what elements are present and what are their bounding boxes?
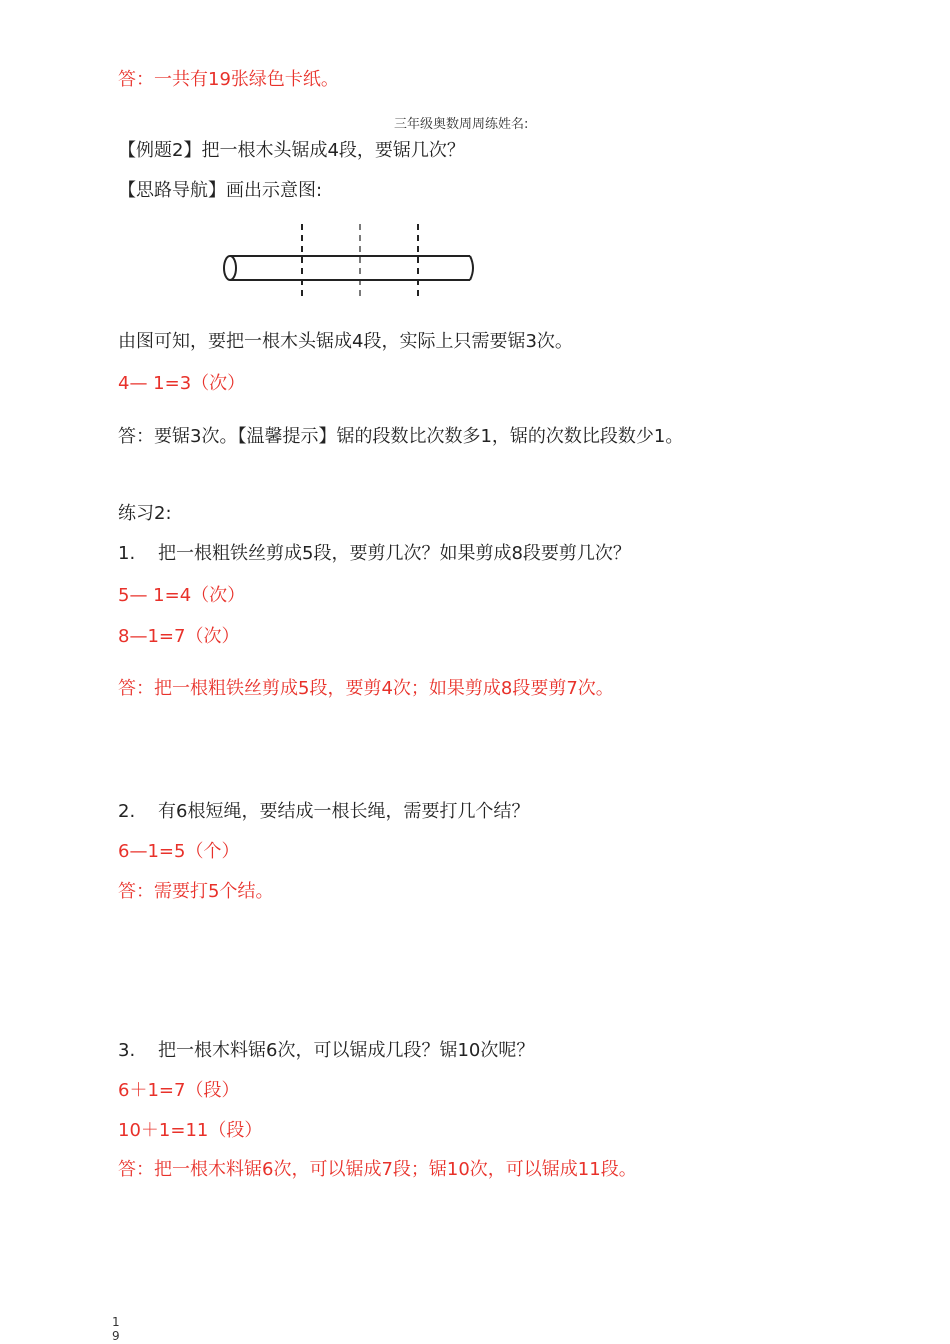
example2-title: 【例题2】把一根木头锯成4段，要锯几次？ (118, 140, 465, 161)
top-answer: 答：一共有19张绿色卡纸。 (118, 69, 339, 90)
q1-answer: 答：把一根粗铁丝剪成5段，要剪4次；如果剪成8段要剪7次。 (118, 678, 614, 699)
q3-question (118, 1039, 534, 1063)
q3-text: 把一根木料锯6次，可以锯成几段？锯10次呢？ (158, 1040, 535, 1061)
example2-hint: 【思路导航】画出示意图: (118, 180, 323, 201)
q1-text: 把一根粗铁丝剪成5段，要剪几次？如果剪成8段要剪几次？ (158, 543, 631, 564)
example2-answer: 答：要锯3次。【温馨提示】锯的段数比次数多1，锯的次数比段数少1。 (118, 426, 684, 447)
q3-formula-2: 10＋1=11（段） (118, 1120, 263, 1141)
page-number-line-1: 1 (112, 1315, 120, 1329)
q3-answer: 答：把一根木料锯6次，可以锯成7段；锯10次，可以锯成11段。 (118, 1159, 637, 1180)
header-note: 三年级奥数周周练姓名: (394, 117, 529, 132)
q3-formula-1: 6＋1=7（段） (118, 1080, 240, 1101)
q1-formula-2: 8—1=7（次） (118, 626, 240, 647)
cut-lines (302, 224, 418, 300)
log-cut-diagram (218, 220, 488, 304)
q1-number: 1. (118, 543, 136, 564)
example2-conclusion: 由图可知，要把一根木头锯成4段，实际上只需要锯3次。 (118, 331, 573, 352)
q2-answer: 答：需要打5个结。 (118, 881, 274, 902)
q2-number: 2. (118, 801, 136, 822)
q2-formula: 6—1=5（个） (118, 841, 240, 862)
q3-number: 3. (118, 1040, 136, 1061)
q2-text: 有6根短绳，要结成一根长绳，需要打几个结？ (158, 801, 530, 822)
log-shape (224, 256, 473, 280)
q2-question (118, 800, 529, 824)
practice-heading: 练习2: (118, 503, 172, 524)
q1-formula-1: 5— 1=4（次） (118, 585, 246, 606)
q1-question (118, 542, 631, 566)
page-number-line-2: 9 (112, 1329, 120, 1343)
example2-formula: 4— 1=3（次） (118, 373, 246, 394)
